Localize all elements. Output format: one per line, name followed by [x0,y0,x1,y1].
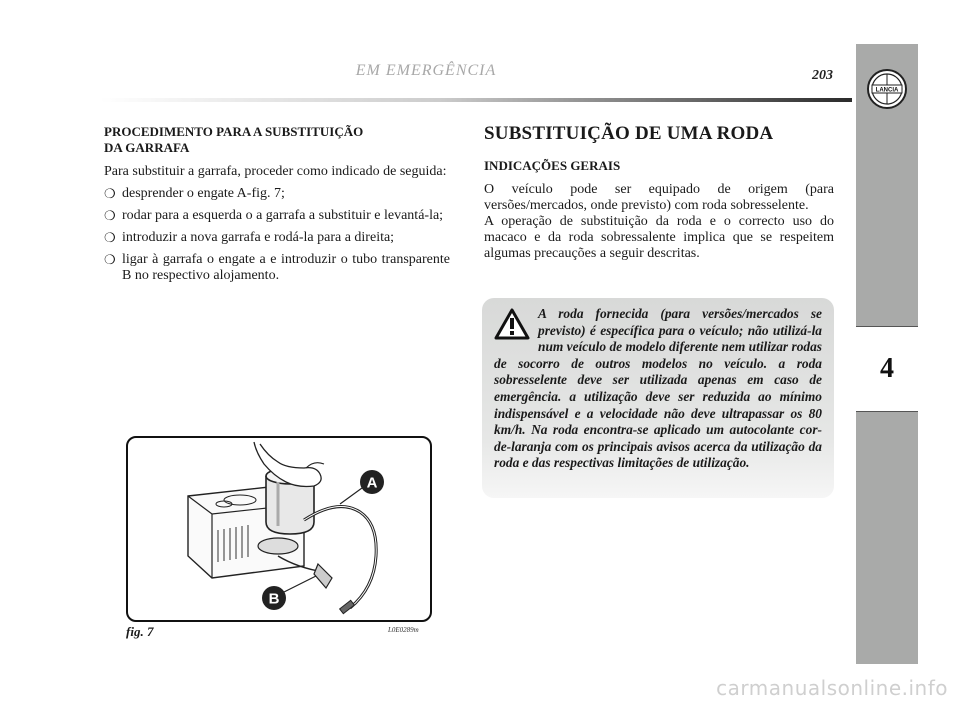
step-text: ligar à garrafa o engate a e introduzir o tubo transparente B no respectivo alojamento. [122,252,450,283]
lancia-logo-icon [866,68,908,110]
bullet-circle-icon: ❍ [104,208,116,223]
figure-caption: fig. 7 [126,624,154,639]
heading-line-1: PROCEDIMENTO PARA A SUBSTITUIÇÃO [104,124,364,139]
warning-text: A roda fornecida (para versões/mercados se previsto) é específica para o veículo; não utilizá-la num veículo de modelo diferente nem utilizar rodas de socorro de outros modelos no veículo. a roda sobresselente deve ser utilizada apenas em caso de emergência. a utilização deve ser reduzida ao mínimo indispensável e a velocidade não deve ultrapassar os 80 km/h. Na roda encontra-se aplicado um autocolante cor-de-laranja com os principais avisos acerca da utilização da roda e das respectivas limitações de utilização. [494,306,822,471]
icon-spacer [494,306,538,354]
header-section-title: EM EMERGÊNCIA [355,62,497,79]
right-column [484,124,834,262]
paragraph-precautions: A operação de substituição da roda e o correcto uso do macaco e da roda sobressalente implica que se respeitem algumas precauções a seguir descritas. [484,214,834,261]
page-number: 203 [812,68,833,83]
warning-box [482,298,834,498]
warning-text-block [494,306,822,472]
chapter-number-box [856,326,918,412]
steps-list [104,186,450,284]
bullet-circle-icon: ❍ [104,252,116,267]
list-item [104,186,450,202]
compressor-drawing [128,438,430,620]
intro-paragraph: Para substituir a garrafa, proceder como indicado de seguida: [104,164,447,179]
step-text: rodar para a esquerda o a garrafa a substituir e levantá-la; [122,208,444,223]
logo-wordmark: LANCIA [875,87,899,94]
figure-compressor-illustration [126,436,432,622]
watermark: carmanualsonline.info [716,676,948,700]
bottle-replacement-heading [104,124,450,156]
list-item [104,230,450,246]
figure-code: L0E0289m [388,626,419,634]
chapter-number: 4 [880,353,894,384]
wheel-replacement-title: SUBSTITUIÇÃO DE UMA RODA [484,123,774,144]
bullet-circle-icon: ❍ [104,230,116,245]
list-item [104,252,450,284]
paragraph-equipment: O veículo pode ser equipado de origem (para versões/mercados, onde previsto) com roda sobresselente. [484,182,834,213]
label-a: A [366,474,378,492]
step-text: introduzir a nova garrafa e rodá-la para a direita; [122,230,395,245]
list-item [104,208,450,224]
left-column [104,124,450,290]
heading-line-2: DA GARRAFA [104,140,190,155]
general-indications-heading: INDICAÇÕES GERAIS [484,158,621,173]
step-text: desprender o engate A-fig. 7; [122,186,285,201]
label-b: B [268,590,280,608]
header-rule [100,98,852,102]
bullet-circle-icon: ❍ [104,186,116,201]
